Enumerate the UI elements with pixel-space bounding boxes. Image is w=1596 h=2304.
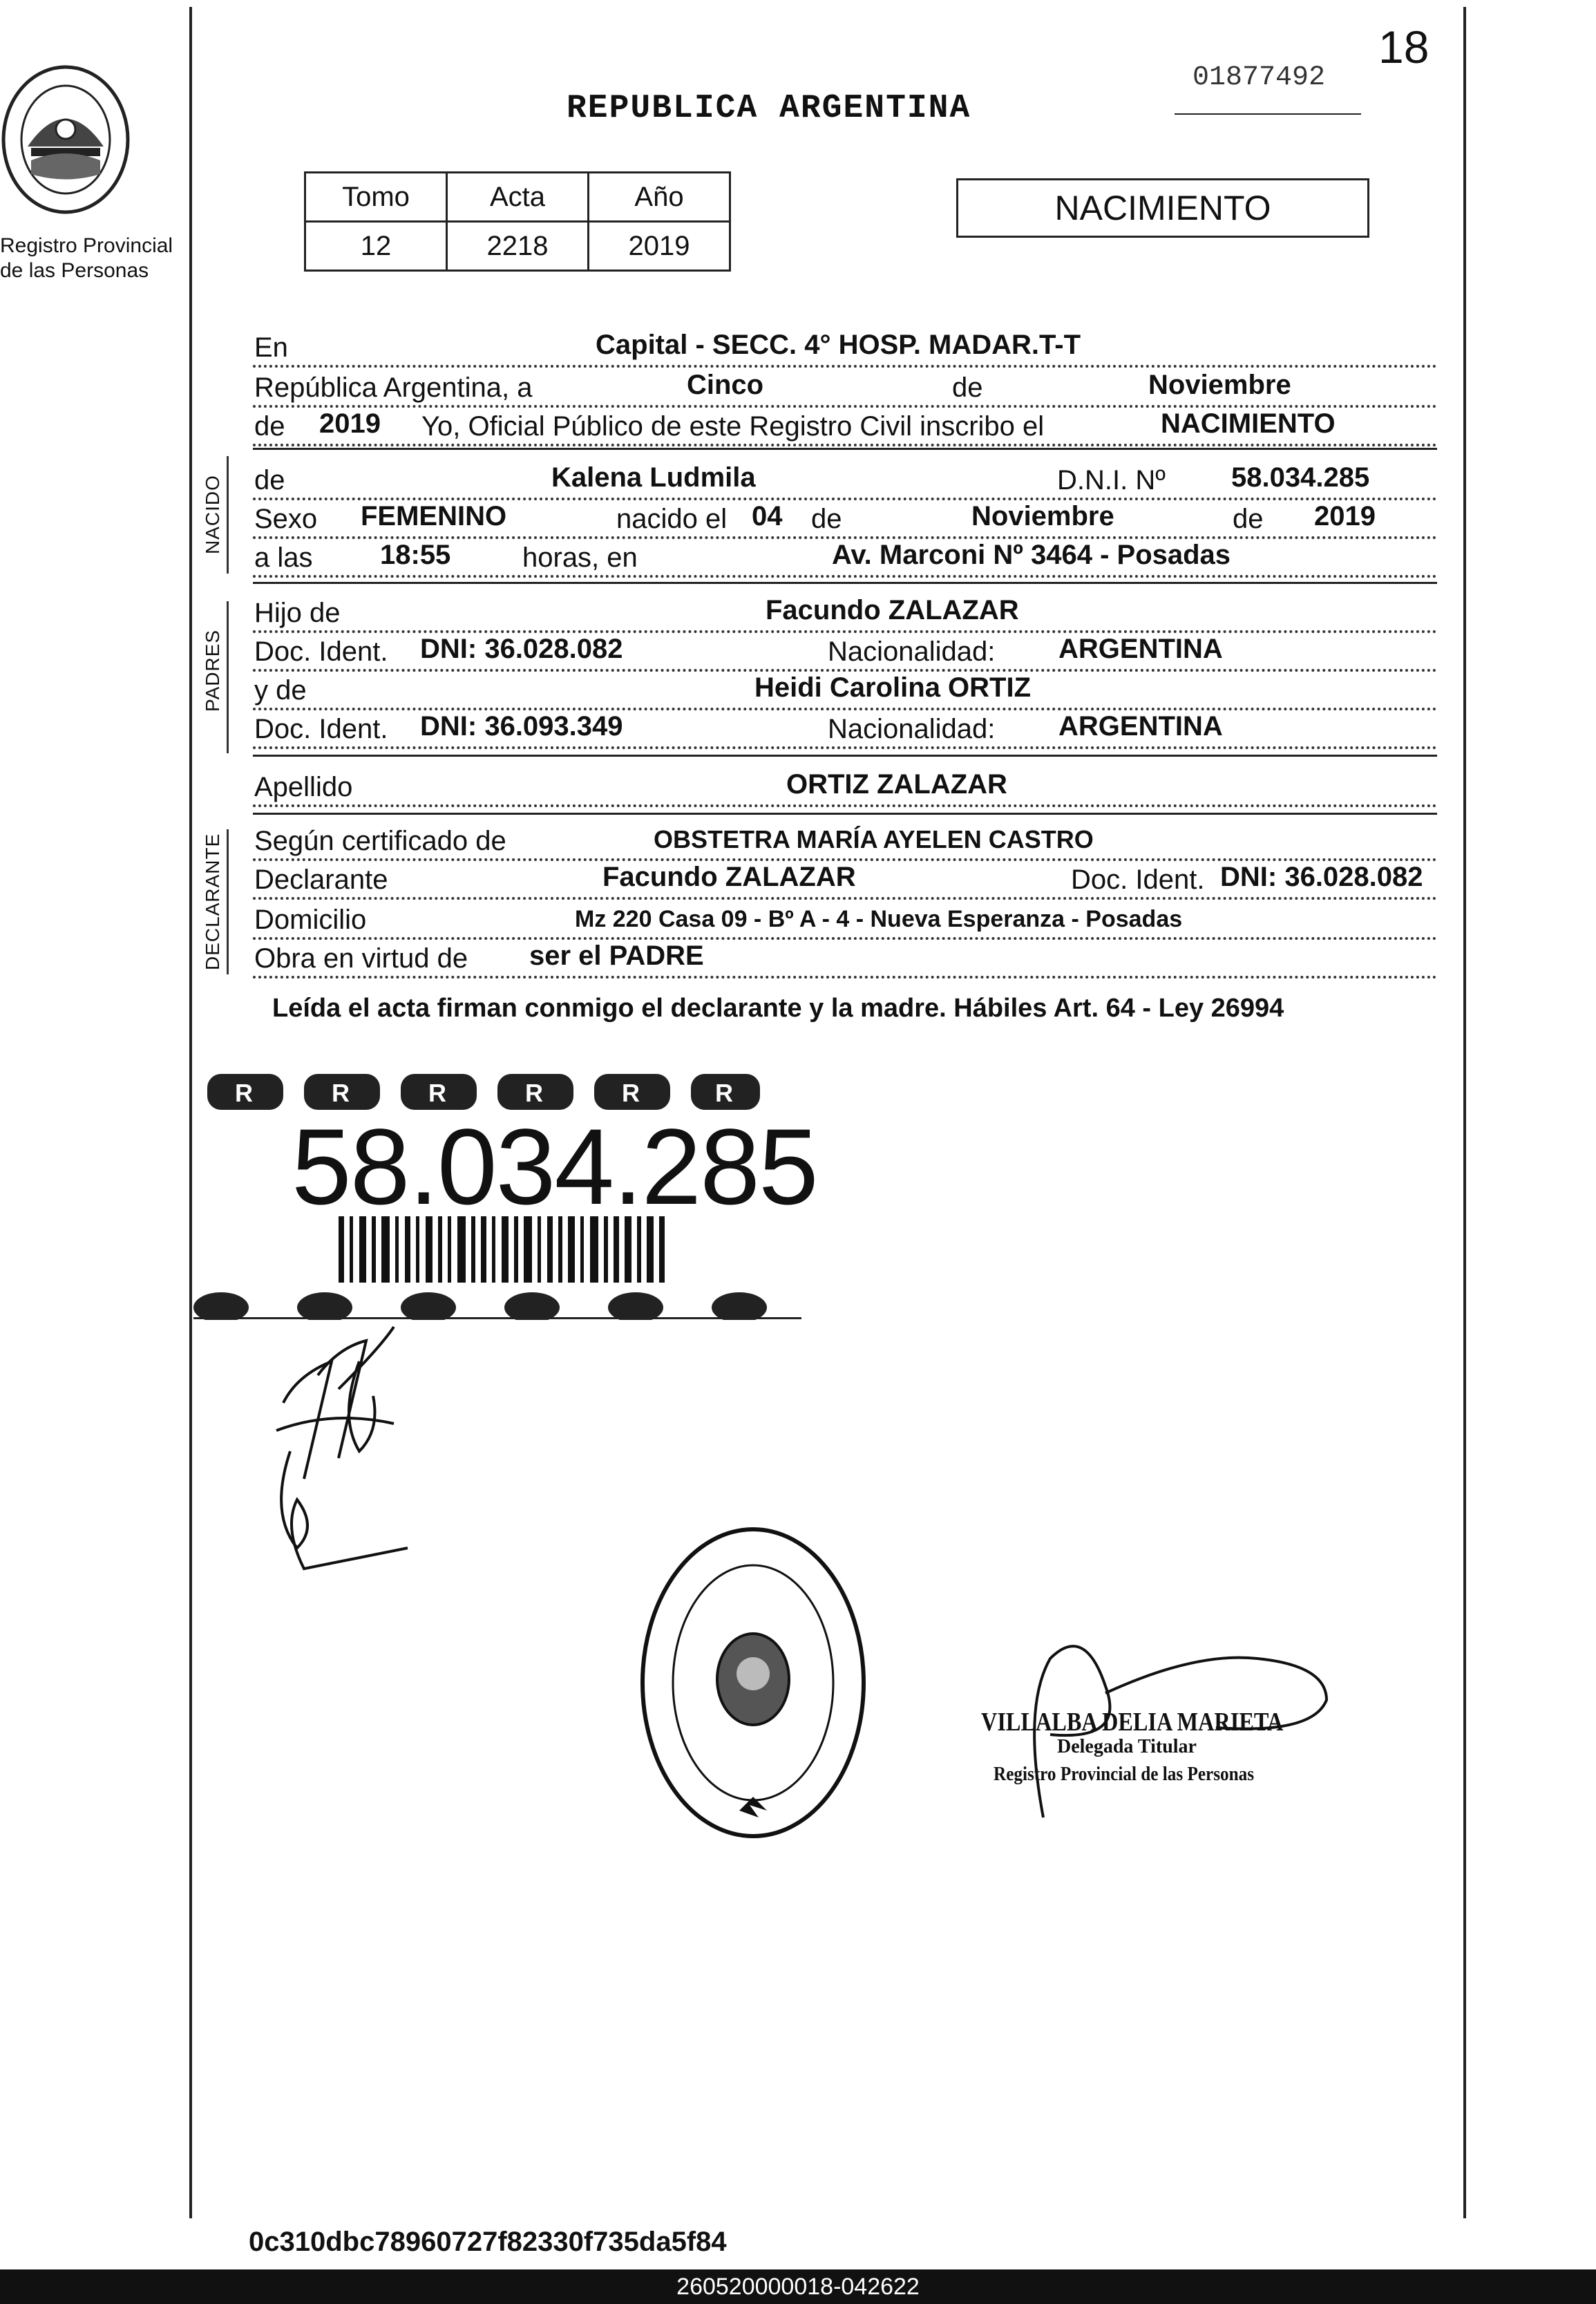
certificado-value: OBSTETRA MARÍA AYELEN CASTRO bbox=[649, 825, 1098, 854]
declarant-signature bbox=[256, 1320, 435, 1610]
left-margin-line bbox=[189, 7, 192, 2218]
declarante-value: Facundo ZALAZAR bbox=[598, 862, 860, 893]
en-value: Capital - SECC. 4° HOSP. MADAR.T-T bbox=[591, 330, 1085, 361]
nacido-name-row bbox=[253, 459, 1437, 500]
document-hash: 0c310dbc78960727f82330f735da5f84 bbox=[249, 2227, 727, 2257]
anio-value: 2019 bbox=[589, 222, 730, 271]
mother-doc-label: Doc. Ident. bbox=[254, 714, 392, 745]
svg-text:R: R bbox=[622, 1079, 640, 1107]
obra-value: ser el PADRE bbox=[525, 941, 708, 972]
acta-value: 2218 bbox=[447, 222, 589, 271]
svg-text:R: R bbox=[428, 1079, 446, 1107]
nacido-dni: 58.034.285 bbox=[1227, 462, 1374, 493]
en-label: En bbox=[254, 332, 292, 363]
birth-month: Noviembre bbox=[967, 501, 1119, 532]
domicilio-value: Mz 220 Casa 09 - Bº A - 4 - Nueva Esperanza - Posadas bbox=[571, 906, 1186, 933]
father-name: Facundo ZALAZAR bbox=[761, 595, 1023, 626]
year-value: 2019 bbox=[315, 408, 385, 440]
record-type-box: NACIMIENTO bbox=[956, 178, 1369, 238]
declarante-bracket bbox=[227, 829, 229, 974]
obra-label: Obra en virtud de bbox=[254, 943, 472, 974]
province-logo bbox=[0, 64, 131, 216]
separator-2 bbox=[253, 582, 1437, 584]
domicilio-label: Domicilio bbox=[254, 905, 370, 936]
nacido-name: Kalena Ludmila bbox=[547, 462, 760, 493]
declarante-doc-label: Doc. Ident. bbox=[1071, 865, 1208, 896]
tomo-header: Tomo bbox=[305, 173, 447, 222]
official-name: VILLALBA DELIA MARIETA bbox=[981, 1708, 1284, 1737]
declarante-doc: DNI: 36.028.082 bbox=[1216, 862, 1427, 893]
hora-row bbox=[253, 536, 1437, 578]
country-title: REPUBLICA ARGENTINA bbox=[567, 90, 971, 127]
declarante-row bbox=[253, 858, 1437, 900]
inscribo-value: NACIMIENTO bbox=[1157, 408, 1340, 440]
birth-day: 04 bbox=[748, 501, 787, 532]
segun-label: Según certificado de bbox=[254, 826, 511, 857]
footer-barcode-text: 260520000018-042622 bbox=[676, 2274, 920, 2300]
de-label-3: de bbox=[1233, 504, 1268, 535]
svg-text:R: R bbox=[235, 1079, 253, 1107]
de-label-2: de bbox=[811, 504, 846, 535]
mother-row bbox=[253, 669, 1437, 710]
closing-note: Leída el acta firman conmigo el declarante y la madre. Hábiles Art. 64 - Ley 26994 bbox=[272, 994, 1284, 1023]
birth-time: 18:55 bbox=[376, 540, 455, 571]
right-margin-line bbox=[1463, 7, 1466, 2218]
obra-row bbox=[253, 937, 1437, 979]
mother-doc: DNI: 36.093.349 bbox=[416, 711, 627, 742]
en-row bbox=[253, 326, 1437, 368]
sexo-label: Sexo bbox=[254, 504, 321, 535]
svg-text:R: R bbox=[525, 1079, 543, 1107]
acta-header: Acta bbox=[447, 173, 589, 222]
apellido-value: ORTIZ ZALAZAR bbox=[782, 769, 1011, 800]
mother-doc-row bbox=[253, 708, 1437, 749]
serial-underline bbox=[1175, 113, 1361, 115]
domicilio-row bbox=[253, 898, 1437, 940]
day-value: Cinco bbox=[683, 370, 768, 401]
year-row bbox=[253, 405, 1437, 446]
oficial-text: Yo, Oficial Público de este Registro Civil inscribo el bbox=[421, 411, 1048, 442]
serial-number: 01877492 bbox=[1193, 62, 1326, 93]
sticker-dni-number: 58.034.285 bbox=[292, 1107, 817, 1227]
reference-table bbox=[304, 171, 731, 272]
official-office: Registro Provincial de las Personas bbox=[994, 1764, 1255, 1785]
svg-text:R: R bbox=[715, 1079, 733, 1107]
separator-4 bbox=[253, 813, 1437, 815]
hijo-label: Hijo de bbox=[254, 598, 345, 629]
declarante-section-label: DECLARANTE bbox=[202, 833, 223, 970]
republica-row bbox=[253, 366, 1437, 408]
mother-nationality: ARGENTINA bbox=[1054, 711, 1227, 742]
horas-label: horas, en bbox=[522, 542, 642, 574]
de-label: de bbox=[952, 372, 987, 404]
official-role: Delegada Titular bbox=[1057, 1736, 1197, 1757]
yde-label: y de bbox=[254, 675, 311, 706]
tomo-value: 12 bbox=[305, 222, 447, 271]
father-nat-label: Nacionalidad: bbox=[828, 636, 999, 668]
birth-place: Av. Marconi Nº 3464 - Posadas bbox=[828, 540, 1235, 571]
nacido-el-label: nacido el bbox=[616, 504, 731, 535]
sexo-value: FEMENINO bbox=[357, 501, 511, 532]
father-doc-label: Doc. Ident. bbox=[254, 636, 392, 668]
registry-caption: Registro Provincial de las Personas bbox=[0, 234, 173, 282]
hijo-row bbox=[253, 592, 1437, 633]
mother-name: Heidi Carolina ORTIZ bbox=[750, 672, 1035, 704]
registry-seal bbox=[636, 1520, 871, 1845]
month-value: Noviembre bbox=[1144, 370, 1295, 401]
birth-year: 2019 bbox=[1310, 501, 1380, 532]
padres-bracket bbox=[227, 601, 229, 753]
svg-text:R: R bbox=[332, 1079, 350, 1107]
father-doc: DNI: 36.028.082 bbox=[416, 634, 627, 665]
segun-row bbox=[253, 820, 1437, 861]
nacido-de-label: de bbox=[254, 465, 289, 496]
father-doc-row bbox=[253, 630, 1437, 672]
a-las-label: a las bbox=[254, 542, 317, 574]
nacido-section-label: NACIDO bbox=[202, 475, 223, 554]
page-number: 18 bbox=[1378, 21, 1429, 73]
year-prefix: de bbox=[254, 411, 289, 442]
mother-nat-label: Nacionalidad: bbox=[828, 714, 999, 745]
apellido-label: Apellido bbox=[254, 772, 357, 803]
republica-label: República Argentina, a bbox=[254, 372, 537, 404]
dni-label: D.N.I. Nº bbox=[1057, 465, 1170, 496]
nacido-bracket bbox=[227, 456, 229, 574]
separator-3 bbox=[253, 755, 1437, 757]
father-nationality: ARGENTINA bbox=[1054, 634, 1227, 665]
separator-1 bbox=[253, 448, 1437, 450]
apellido-row bbox=[253, 766, 1437, 807]
padres-section-label: PADRES bbox=[202, 629, 223, 712]
anio-header: Año bbox=[589, 173, 730, 222]
declarante-label: Declarante bbox=[254, 865, 392, 896]
sexo-row bbox=[253, 498, 1437, 539]
